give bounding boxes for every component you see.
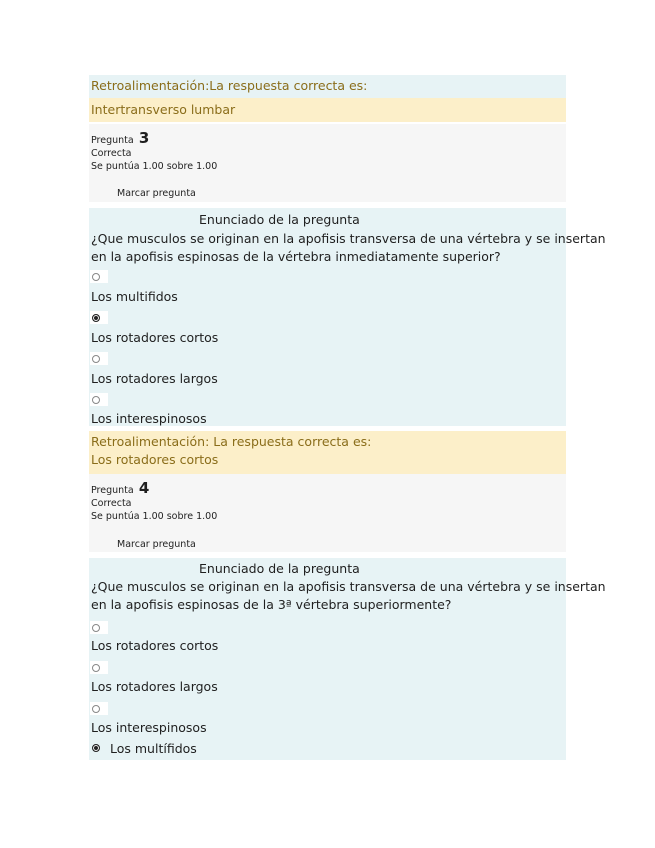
question-number: 3 <box>138 129 150 147</box>
radio-rotadores-cortos[interactable] <box>92 314 100 322</box>
option-label: Los multífidos <box>110 741 197 756</box>
option-label: Los rotadores cortos <box>91 638 219 653</box>
option-label: Los rotadores largos <box>91 371 218 386</box>
feedback-answer-text: Intertransverso lumbar <box>91 102 236 117</box>
radio-interespinosos[interactable] <box>92 396 100 404</box>
stem-line: ¿Que musculos se originan en la apofisis transversa de una vértebra y se insertan <box>91 231 606 246</box>
option-label: Los rotadores cortos <box>91 330 219 345</box>
question-status: Correcta <box>91 498 132 509</box>
feedback-answer-text: Los rotadores cortos <box>91 452 219 467</box>
radio-multifidos[interactable] <box>92 273 100 281</box>
option-label: Los rotadores largos <box>91 679 218 694</box>
feedback-label <box>89 75 566 98</box>
question-text-3 <box>89 208 606 426</box>
feedback-label-text: Retroalimentación: La respuesta correcta es: <box>91 434 372 449</box>
question-score: Se puntúa 1.00 sobre 1.00 <box>91 161 218 172</box>
question-stem <box>91 230 606 266</box>
option-label: Los interespinosos <box>91 411 207 426</box>
radio-rotadores-largos[interactable] <box>92 664 100 672</box>
question-text-4 <box>89 558 606 760</box>
question-number: 4 <box>138 479 150 497</box>
question-stem <box>91 578 606 614</box>
question-prefix: Pregunta <box>91 485 134 496</box>
option-label: Los interespinosos <box>91 720 207 735</box>
radio-rotadores-largos[interactable] <box>92 355 100 363</box>
stem-title: Enunciado de la pregunta <box>199 561 360 576</box>
stem-line: en la apofisis espinosas de la 3ª vértebra superiormente? <box>91 597 452 612</box>
question-prefix: Pregunta <box>91 135 134 146</box>
feedback-box <box>89 431 566 474</box>
radio-interespinosos[interactable] <box>92 705 100 713</box>
feedback-answer <box>89 98 566 122</box>
radio-multifidos[interactable] <box>92 744 100 752</box>
flag-question-link[interactable]: Marcar pregunta <box>117 188 196 199</box>
radio-rotadores-cortos[interactable] <box>92 624 100 632</box>
question-info-3 <box>89 124 566 202</box>
question-score: Se puntúa 1.00 sobre 1.00 <box>91 511 218 522</box>
flag-question-link[interactable]: Marcar pregunta <box>117 539 196 550</box>
option-label: Los multifidos <box>91 289 178 304</box>
question-status: Correcta <box>91 148 132 159</box>
stem-line: en la apofisis espinosas de la vértebra inmediatamente superior? <box>91 249 501 264</box>
question-info-4 <box>89 474 566 552</box>
stem-line: ¿Que musculos se originan en la apofisis transversa de una vértebra y se insertan <box>91 579 606 594</box>
feedback-label-text: Retroalimentación:La respuesta correcta es: <box>91 78 368 93</box>
stem-title: Enunciado de la pregunta <box>199 212 360 227</box>
